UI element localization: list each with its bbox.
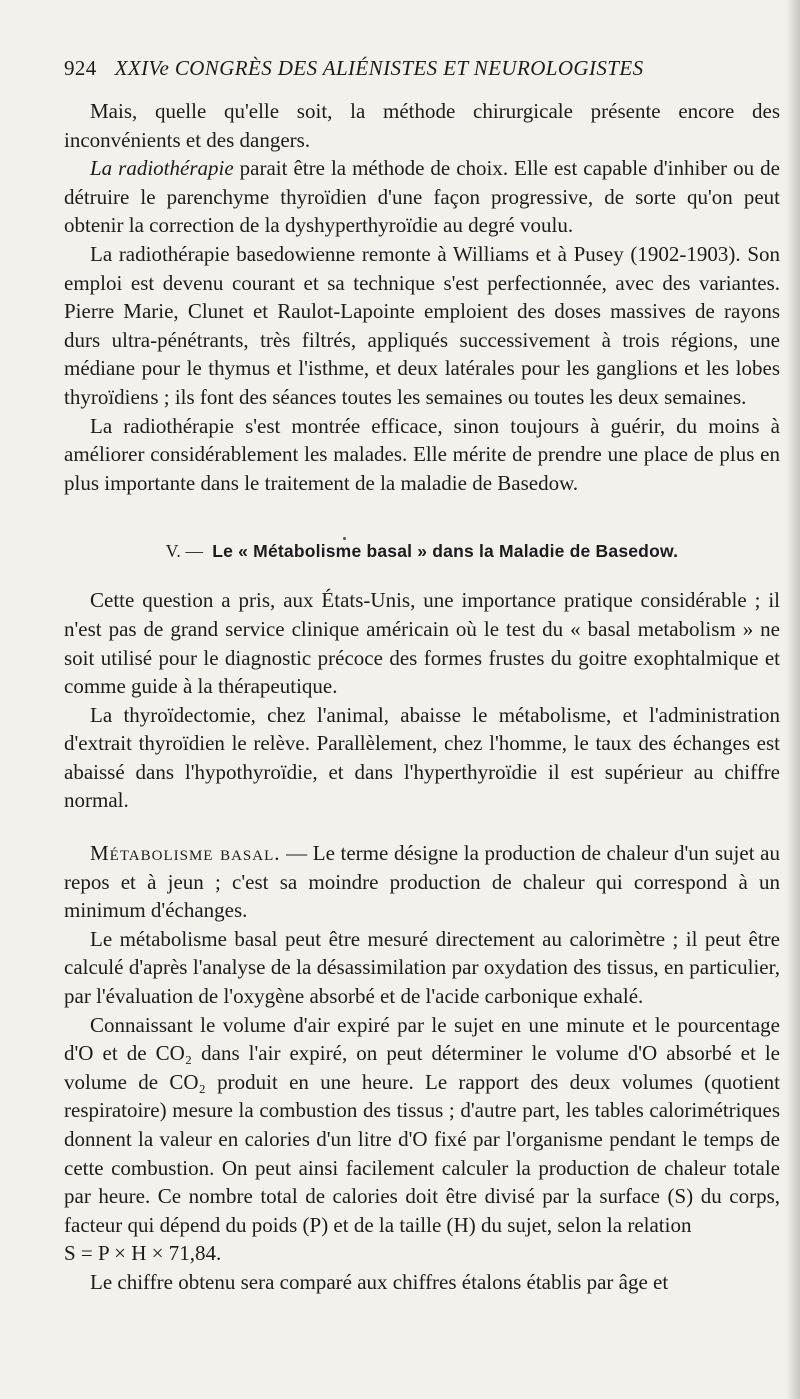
paragraph-text: parait être la méthode de choix. Elle est capable d'inhiber ou de détruire le parenchyme thyroïdien d'une façon progressive, de sorte qu'on peut obtenir la correction de la dyshyperthyroïdie au degré voulu. bbox=[64, 156, 780, 238]
paragraph: Le chiffre obtenu sera comparé aux chiffres étalons établis par âge et bbox=[90, 1269, 669, 1294]
section-heading bbox=[64, 541, 780, 562]
section-number: V. — bbox=[165, 541, 204, 562]
italic-term: La radiothérapie bbox=[90, 156, 234, 181]
paragraph: Le métabolisme basal peut être mesuré directement au calorimètre ; il peut être calculé d'après l'analyse de la désassimilation par oxydation des tissus, en particulier, par l'évaluation de l'oxygène absorbé et de l'acide carbonique exhalé. bbox=[64, 926, 780, 1009]
paragraph: La radiothérapie s'est montrée efficace, sinon toujours à guérir, du moins à améliorer considérablement les malades. Elle mérite de prendre une place de plus en plus importante dans le traitement de la maladie de Basedow. bbox=[64, 413, 780, 495]
stray-dot bbox=[343, 537, 346, 540]
paragraph: La radiothérapie basedowienne remonte à Williams et à Pusey (1902-1903). Son emploi est devenu courant et sa technique s'est perfectionnée, avec des variantes. Pierre Marie, Clunet et Raulot-Lapointe emploient des doses massives de rayons durs ultra-pénétrants, très filtrés, appliqués successivement à trois régions, une médiane pour le thymus et l'isthme, et deux latérales pour les ganglions et les lobes thyroïdiens ; ils font des séances toutes les semaines ou toutes les deux semaines. bbox=[64, 241, 780, 409]
paragraph bbox=[64, 154, 780, 240]
section-title: Le « Métabolisme basal » dans la Maladie de Basedow. bbox=[212, 541, 679, 562]
paragraph-text: — Le terme désigne la production de chaleur d'un sujet au repos et à jeun ; c'est sa moindre production de chaleur qui correspond à un minimum d'échanges. bbox=[64, 841, 780, 923]
body-text bbox=[64, 97, 780, 1297]
small-caps-term: Métabolisme basal. bbox=[90, 841, 281, 866]
page-edge-shadow bbox=[786, 0, 800, 1399]
formula: S = P × H × 71,84. bbox=[64, 1241, 222, 1266]
paragraph: La thyroïdectomie, chez l'animal, abaisse le métabolisme, et l'administration d'extrait thyroïdien le relève. Parallèlement, chez l'homme, le taux des échanges est abaissé dans l'hypothyroïdie, et dans l'hyperthyroïdie il est supérieur au chiffre normal. bbox=[64, 702, 780, 813]
paragraph: Connaissant le volume d'air expiré par le sujet en une minute et le pourcentage d'O et de CO₂ dans l'air expiré, on peut déterminer le volume d'O absorbé et le volume de CO₂ produit en une heure. Le rapport des deux volumes (quotient respiratoire) mesure la combustion des tissus ; d'autre part, les tables calorimétriques donnent la valeur en calories d'un litre d'O fixé par l'organisme pendant le temps de cette combustion. On peut ainsi facilement calculer la production de chaleur totale par heure. Ce nombre total de calories doit être divisé par la surface (S) du corps, facteur qui dépend du poids (P) et de la taille (H) du sujet, selon la relation bbox=[64, 1012, 780, 1237]
page-number: 924 bbox=[64, 56, 97, 80]
paragraph: Cette question a pris, aux États-Unis, une importance pratique considérable ; il n'est pas de grand service clinique américain où le test du « basal metabolism » ne soit utilisé pour le diagnostic précoce des formes frustes du goitre exophtalmique et comme guide à la thérapeutique. bbox=[64, 588, 780, 699]
paragraph: Mais, quelle qu'elle soit, la méthode chirurgicale présente encore des inconvénients et des dangers. bbox=[64, 99, 780, 152]
running-header bbox=[64, 56, 780, 81]
running-title: XXIVe CONGRÈS DES ALIÉNISTES ET NEUROLOGISTES bbox=[114, 56, 644, 80]
paragraph bbox=[64, 839, 780, 925]
